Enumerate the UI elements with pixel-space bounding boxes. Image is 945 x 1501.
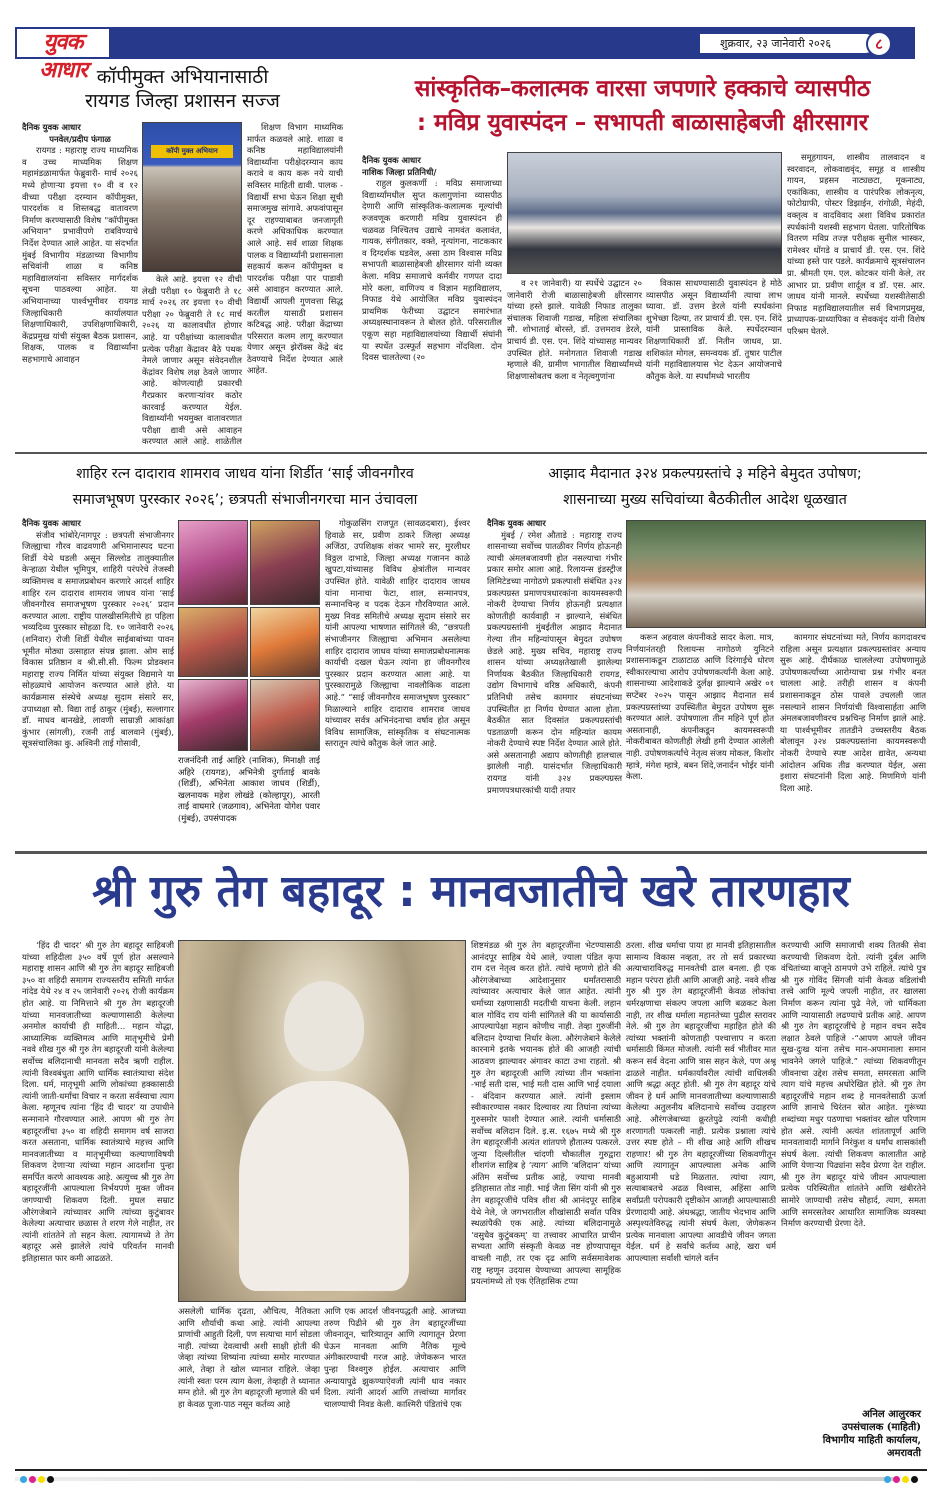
article3-column	[22, 518, 174, 846]
headline-line: शासनाच्या मुख्य सचिवांच्या बैठकीतील आदेश धूळखात	[563, 492, 847, 508]
headline-line: कॉपीमुक्त अभियानासाठी	[96, 66, 269, 88]
article1-column	[247, 122, 343, 447]
section-divider	[15, 452, 927, 454]
body-text: ठरला. शीख धर्माचा पाया हा मानवी इतिहासातील सामान्य विकास नव्हता, तर तो सर्व प्रकारच्या अत्याचाराविरुद्ध मानवतेची ढाल बनला. ही एक महान परंपरा होती आणि आजही आहे. नववे शीख गुरु श्री गुरु तेग बहादूरजींनी केवळ लोकांचा धर्मरक्षणाचा संकल्प जपला आणि बळकट केला नाही, तर शीख धर्माला महानतेच्या पुढील स्तरावर नेले. श्री गुरु तेग बहादूरजींचा महाहित होते की त्यांच्या भक्तांनी कोणताही पश्चात्ताप न करता धर्मासाठी किंमत मोजली. त्यांनी सर्व भीतीवर मात करून सर्व वेदना आणि त्रास सहन केले, पण अश्रू ढाळले नाहीत. धर्मकार्यांवरील त्यांची वाधिलकी आणि श्रद्धा अतूट होती. श्री गुरु तेग बहादूर यांचे जीवन हे धर्म आणि मानवजातीच्या कल्याणासाठी केलेल्या अतुलनीय बलिदानाचे सर्वोच्च उदाहरण आहे. औरंगजेबाच्या क्रूरतेपुढे त्यांनी कधीही शरणागती पत्करली नाही. प्रत्येक प्रश्नाला त्यांचे उत्तर स्पष्ट होते – मी शीख आहे आणि शीखच राहणार! श्री गुरु तेग बहादूरजींच्या शिकवणीतून आणि त्यागातून आपल्याला अनेक आणि बहुआयामी धडे मिळतात. त्यांचा त्याग, सत्याबाबतचे अढळ विश्वास, अहिंसा आणि सर्वांप्रती परोपकारी दृष्टीकोन आजही आपल्यासाठी प्रेरणादायी आहे. अंधश्रद्धा, जातीय भेदभाव आणि अस्पृश्यतेविरुद्ध त्यांनी संघर्ष केला, जेणेकरून प्रत्येक मानवाला आपल्या आवडीचे जीवन जगता येईल. धर्म हे सर्वांचे कर्तव्य आहे, खरा धर्म आपल्याला सर्वांशी चांगले वर्तन	[626, 940, 776, 1264]
byline: नाशिक जिल्हा प्रतिनिधी/	[362, 166, 437, 177]
body-text: ‘हिंद दी चादर’ श्री गुरु तेग बहादूर साहिबजी यांच्या शहिदीला ३५० वर्षे पूर्ण होत असल्याने महाराष्ट्र शासन आणि श्री गुरु तेग बहादूर साहिबजी ३५० वा शहिदी समागम राज्यस्तरीय समिती मार्फत नांदेड येथे २४ व २५ जानेवारी २०२६ रोजी कार्यक्रम होत आहे. या निमित्ताने श्री गुरु तेग बहादूरजी यांच्या मानवजातीच्या कल्याणासाठी केलेल्या अनमोल कार्याची ही माहिती… महान योद्धा, आध्यात्मिक व्यक्तिमत्व आणि मातृभूमीचे प्रेमी नववे शीख गुरु श्री गुरु तेग बहादूरजी यांनी केलेल्या सर्वोच्च बलिदानाची मानवता सदैव ऋणी राहील. त्यांनी विश्वबंधुता आणि धार्मिक स्वातंत्र्याचा संदेश दिला. धर्म, मातृभूमी आणि लोकांच्या हक्कासाठी त्यांनी जाती-धर्मांचा विचार न करता सर्वस्वाचा त्याग केला. म्हणूनच त्यांना ‘हिंद दी चादर’ या उपाधीने सन्मानाने गौरवण्यात आले. आपण श्री गुरु तेग बहादूरजींचा ३५० वा शहिदी समागम वर्ष साजरा करत असताना, धार्मिक स्वातंत्र्याचे महत्त्व आणि मानवजातीच्या व मातृभूमीच्या कल्याणाविषयी शिकवण देणाऱ्या त्यांच्या महान आदर्शांना पुन्हा समर्पित करणे आवश्यक आहे. अत्युच्च श्री गुरु तेग बहादूरजींनी आपल्याला निर्भयपणे मुक्त जीवन जगण्याची शिकवण दिली. मुघल सम्राट औरंगजेबाने त्यांच्यावर आणि त्यांच्या कुटुंबावर केलेल्या अत्याचार छळास ते शरण गेले नाहीत, तर त्यांनी शांततेने तो सहन केला. त्यागामध्ये ते तेग बहादूर असे झालेले त्यांचे परिवर्तन मानवी इतिहासात फार कमी आढळते.	[22, 940, 174, 1264]
registration-dot-magenta	[29, 1476, 36, 1483]
article5-column	[22, 940, 174, 1462]
turban-shape	[284, 981, 364, 1071]
article4-headline	[480, 461, 930, 513]
body-text: रायगड : महाराष्ट्र राज्य माध्यमिक व उच्च माध्यमिक शिक्षण महामंडळामार्फत फेब्रुवारी- मार्च २०२६ मध्ये होणाऱ्या इयत्ता १० वी व १२ वीच्या परीक्षा दरम्यान कॉपीमुक्त, पारदर्शक व शिस्तबद्ध वातावरण निर्माण करण्यासाठी विशेष "कॉपीमुक्त अभियान" प्रभावीपणे राबविण्याचे निर्देश देण्यात आले आहेत. या संदर्भात मुंबई विभागीय मंडळाच्या विभागीय सचिवांनी शाळा व कनिष्ठ महाविद्यालयांना सविस्तर मार्गदर्शक सूचना पाठवल्या आहेत. या अभियानाच्या पार्श्वभूमीवर रायगड जिल्हाधिकारी कार्यालयात शिक्षणाधिकारी, उपशिक्षणाधिकारी, केंद्रप्रमुख यांची संयुक्त बैठक प्रशासन, शिक्षक, पालक व विद्यार्थ्यांना सहभागाचे आवाहन	[22, 145, 138, 364]
source-label: दैनिक युवक आधार	[22, 518, 81, 528]
registration-dot-yellow	[38, 1476, 45, 1483]
article5-column	[178, 1306, 320, 1462]
headline-line: समाजभूषण पुरस्कार २०२६’; छत्रपती संभाजीनगरचा मान उंचावला	[72, 492, 418, 508]
author-signature	[781, 1408, 921, 1460]
author-office: विभागीय माहिती कार्यालय,	[822, 1435, 921, 1446]
body-text: असलेली धार्मिक दृढता, औचित्य, नैतिकता आणि शौर्याची कथा आहे. त्यांनी आपल्या प्राणांची आहुती दिली, पण सत्याचा मार्ग सोडला नाही. त्यांच्या देवत्वाची अशी साक्षी होती की जेव्हा त्यांच्या शिष्यांना त्यांच्या समोर मारण्यात आले, तेव्हा ते खोल ध्यानात राहिले. जेव्हा त्यांनी स्वतः परम त्याग केला, तेव्हाही ते ध्यानात मग्न होते. श्री गुरु तेग बहादूरजी म्हणाले की धर्म हा केवळ पूजा-पाठ नसून कर्तव्य आहे	[178, 1306, 320, 1409]
source-label: दैनिक युवक आधार	[22, 122, 81, 132]
body-text: समूहगायन, शास्त्रीय तालवादन व स्वरवादन, लोकवाद्यवृंद, समूह व शास्त्रीय गायन, प्रहसन नाट्यछटा, मूकनाट्य, एकांकिका, शास्त्रीय व पारंपरिक लोकनृत्य, फोटोग्राफी, पोस्टर डिझाईन, रांगोळी, मेहंदी, वक्तृत्व व वादविवाद अशा विविध प्रकारांत स्पर्धकांनी यशस्वी सहभाग घेतला. पारितोषिक वितरण मविप्र तज्ज्ञ परीक्षक सुनील भास्कर, रामेश्वर धोंगडे व प्राचार्य डी. एस. एन. शिंदे यांच्या हस्ते पार पडले. कार्यक्रमाचे सूत्रसंचालन प्रा. श्रीमती एम. एल. कोटकर यांनी केले, तर आभार प्रा. प्रवीण शार्दूल व डॉ. एस. आर. जाधव यांनी मानले. स्पर्धेच्या यशस्वीतेसाठी निफाड महाविद्यालयातील सर्व विभागप्रमुख, प्राध्यापक-प्राध्यापिका व सेवकवृंद यांनी विशेष परिश्रम घेतले.	[787, 152, 925, 336]
award-photo	[250, 607, 320, 677]
registration-dot-cyan	[20, 1476, 27, 1483]
byline: पनवेल/प्रदीप फंगाळ	[49, 133, 111, 144]
article5-column	[626, 940, 776, 1462]
headline-line: सांस्कृतिक–कलात्मक वारसा जपणारे हक्काचे व्यासपीठ	[414, 76, 871, 102]
article2-column	[646, 278, 782, 447]
body-text: करण्याची आणि समाजाची शक्य तितकी सेवा करण्याची शिकवण देतो. त्यांनी दुर्बल आणि वंचितांच्या बाजूने ठामपणे उभे राहिले. त्यांचे पुत्र श्री गुरु गोविंद सिंगजी यांनी केवळ वडिलांची तत्त्वे आणि मूल्ये जपली नाहीत, तर खालसा निर्माण करून त्यांना पुढे नेले, जो धार्मिकता आणि न्यायासाठी लढण्याचे प्रतीक आहे. आपण श्री गुरु तेग बहादूरजींचे हे महान वचन सदैव लक्षात ठेवले पाहिजे -“आपण आपले जीवन सुख-दुःख यांना तसेच मान-अपमानाला समान भावनेने जगले पाहिजे.” त्यांच्या शिकवणीतून जीवनाचा उद्देश तसेच समता, समरसता आणि त्याग यांचे महत्त्व अधोरेखित होते. श्री गुरु तेग बहादूरजींचे महान शब्द हे मानवतेसाठी ऊर्जा आणि ज्ञानाचे चिरंतन स्रोत आहेत. गुरूंच्या शब्दांच्या मधुर पठणाचा भक्तांवर खोल परिणाम होत असे. त्यांनी अत्यंत शांततापूर्ण आणि मानवतावादी मार्गाने निरंकुश व धर्मांध शासकांशी संघर्ष केला. त्यांची शिकवण कालातीत आहे आणि येणाऱ्या पिढ्यांना सदैव प्रेरणा देत राहील. श्री गुरु तेग बहादूर यांचे जीवन आपल्याला प्रत्येक परिस्थितीत शांततेने आणि खंबीरतेने सामोरे जाण्याची तसेच सौहार्द, त्याग, समता आणि समरसतेवर आधारित सामाजिक व्यवस्था निर्माण करण्याची प्रेरणा देते.	[781, 940, 926, 1229]
body-text: विकास साधण्यासाठी युवास्पंदन हे मोठे व्यासपीठ असून विद्यार्थ्यांनी त्याचा लाभ घ्यावा. डॉ. उत्तम डेरले यांनी स्पर्धकांना शुभेच्छा दिल्या, तर प्राचार्य डी. एस. एन. शिंदे यांनी प्रास्ताविक केले. स्पर्धेदरम्यान शिक्षणाधिकारी डॉ. नितीन जाधव, प्रा. शशिकांत मोगल, समन्वयक डॉ. तुषार पाटील यांनी महाविद्यालयास भेट देऊन आयोजनाचे कौतुक केले. या स्पर्धांमध्ये भारतीय	[646, 278, 782, 381]
article1-column	[22, 122, 138, 447]
registration-dot-magenta	[893, 1476, 900, 1483]
article5-column	[324, 1306, 466, 1462]
body-text: केले आहे. इयत्ता १२ वीची लेखी परीक्षा १० फेब्रुवारी ते १८ मार्च २०२६ तर इयत्ता १० वीची परीक्षा २० फेब्रुवारी ते १८ मार्च २०२६ या कालावधीत होणार आहे. या परीक्षांच्या कालावधीत प्रत्येक परीक्षा केंद्रावर बैठे पथक नेमले जाणार असून संवेदनशील केंद्रांवर विशेष लक्ष ठेवले जाणार आहे. कोणत्याही प्रकारची गैरप्रकार करणाऱ्यांवर कठोर कारवाई करण्यात येईल. विद्यार्थ्यांनी भयमुक्त वातावरणात परीक्षा द्यावी असे आवाहन करण्यात आले आहे. शाळेतील	[142, 274, 242, 447]
article2-column	[507, 278, 642, 447]
award-photo	[178, 679, 248, 751]
body-text: संजीव भांबोरे/नागपूर : छत्रपती संभाजीनगर जिल्ह्याचा गौरव वाढवणारी अभिमानास्पद घटना शिर्डी येथे घडली असून सिल्लोड तालुक्यातील केऱ्हाळा येथील भूमिपुत्र, शाहिरी परंपरेचे तेजस्वी व्यक्तिमत्त्व व समाजप्रबोधन करणारे आदर्श शाहिर शाहिर रत्न दादाराव शामराव जाधव यांना ‘साई जीवनगौरव समाजभूषण पुरस्कार २०२६’ प्रदान करण्यात आला. राष्ट्रीय पालखीसमितीचे हा पहिला भव्यदिव्य पुरस्कार सोहळा दि. १० जानेवारी २०२६ (शनिवार) रोजी शिर्डी येथील साईबाबांच्या पावन भूमीत मोठ्या उत्साहात संपन्न झाला. ओम साई विकास प्रतिष्ठान व श्री.सी.सी. फिल्म प्रोडक्शन महाराष्ट्र राज्य निर्मित यांच्या संयुक्त विद्यमाने या सोहळ्याचे आयोजन करण्यात आले होते. या कार्यक्रमास संस्थेचे अध्यक्ष सुदाम संसारे सर, उपाध्यक्षा सौ. विद्या ताई ठाकूर (मुंबई), सल्लागार डॉ. माधव बानखेडे, लावणी साम्राज्ञी आकांक्षा कुंभार (सांगली), रजनी ताई बालवाने (मुंबई), सूत्रसंचालिका कु. अश्विनी ताई गोसावी,	[22, 529, 174, 749]
article2-column	[787, 152, 925, 447]
headline-line: आझाद मैदानात ३२४ प्रकल्पग्रस्तांचे ३ महिने बेमुदत उपोषण;	[548, 466, 862, 482]
body-text: गोकुळसिंग राजपूत (सावळदबारा), ईश्वर हिवाळे सर, प्रवीण ठाकरे जिल्हा अध्यक्ष अजिंठा, उपशिक्षक शंकर भामरे सर, मुरलीधर विठ्ठल दाभाडे, जिल्हा अध्यक्ष गजानन काळे खुपटा,यांच्यासह विविध क्षेत्रांतील मान्यवर उपस्थित होते. यावेळी शाहिर दादाराव जाधव यांना मानाचा फेटा, शाल, सन्मानपत्र, सन्मानचिन्ह व पदक देऊन गौरविण्यात आले. मुख्य निवड समितीचे अध्यक्ष सुदाम संसारे सर यांनी आपल्या भाषणात सांगितले की, “छत्रपती संभाजीनगर जिल्ह्याचा अभिमान असलेल्या शाहिर दादाराव जाधव यांच्या समाजप्रबोधनात्मक कार्याची दखल घेऊन त्यांना हा जीवनगौरव पुरस्कार प्रदान करण्यात आला आहे. या पुरस्कारामुळे जिल्ह्याचा नावलौकिक वाढला आहे.” “साई जीवनगौरव समाजभूषण पुरस्कार” मिळाल्याने शाहिर दादाराव शामराव जाधव यांच्यावर सर्वत्र अभिनंदनाचा वर्षाव होत असून विविध सामाजिक, सांस्कृतिक व संघटनात्मक स्तरातून त्यांचे कौतुक केले जात आहे.	[325, 518, 470, 749]
article1-headline	[20, 66, 345, 114]
article4-column	[780, 632, 926, 846]
robe-shape	[239, 1081, 409, 1291]
headline-line: रायगड जिल्हा प्रशासन सज्ज	[85, 89, 280, 112]
body-text: शिष्टमंडळ श्री गुरु तेग बहादूरजींना भेटण्यासाठी आनंदपूर साहिब येथे आले, ज्याला पंडित कृपा राम दत्त नेतृत्व करत होते. त्यांचे म्हणणे होते की औरंगजेबाच्या आदेशानुसार धर्मांतरासाठी त्यांच्यावर अत्याचार केले जात आहेत. त्यांनी धर्माच्या रक्षणासाठी मदतीची याचना केली. लहान बाल गोविंद राय यांनी सांगितले की या कार्यासाठी आपल्यापेक्षा महान कोणीच नाही. तेव्हा गुरुजींनी बलिदान देण्याचा निर्धार केला. औरंगजेबाने केलेले कारनामे इतके भयानक होते की आजही त्यांची आठवण झाल्यावर अंगावर काटा उभा राहतो. श्री गुरु तेग बहादूरजी आणि त्यांच्या तीन भक्तांना -भाई सती दास, भाई मती दास आणि भाई दयाला - बंदिवान करण्यात आले. त्यांनी इस्लाम स्वीकारण्यास नकार दिल्यावर त्या तिघांना त्यांच्या गुरुसमोर फाशी देण्यात आले. त्यांनी धर्मासाठी सर्वोच्च बलिदान दिले. इ.स. १६७५ मध्ये श्री गुरु तेग बहादूरजींनी अत्यंत शांतपणे हौतात्म्य पत्करले. जुन्या दिल्लीतील चांदणी चौकातील गुरुद्वारा शीशगंज साहिब हे ‘त्याग’ आणि ‘बलिदान’ यांच्या अंतिम सर्वोच्च प्रतीक आहे, ज्याचा मानवी इतिहासात तोड नाही. भाई जैता सिंग यांनी श्री गुरु तेग बहादूरजींचे पवित्र शीश श्री आनंदपूर साहिब येथे नेले, जे जगभरातील शीखांसाठी सर्वात पवित्र स्थळांपैकी एक आहे. त्यांच्या बलिदानामुळे ‘वसुधैव कुटुंबकम्’ या तत्त्वावर आधारित प्राचीन सभ्यता आणि संस्कृती केवळ नष्ट होण्यापासून वाचली नाही, तर एक दृढ आणि सर्वसमावेशक राष्ट्र म्हणून उदयास येण्याच्या आपल्या सामूहिक प्रयत्नांमध्ये तो एक ऐतिहासिक टप्पा	[471, 940, 621, 1287]
article4-column	[487, 518, 622, 846]
body-text: व २१ जानेवारी) या स्पर्धेचे उद्घाटन २० जानेवारी रोजी बाळासाहेबजी क्षीरसागर यांच्या हस्ते झाले. यावेळी निफाड तालुका संचालक शिवाजी गडाख, महिला संचालिका सौ. शोभाताई बोरस्ते, डॉ. उत्तमराव डेरले, प्राचार्य डी. एस. एन. शिंदे यांच्यासह मान्यवर उपस्थित होते. मनोगतात शिवाजी गडाख म्हणाले की, ग्रामीण भागातील विद्यार्थ्यांमध्ये शिक्षणासोबतच कला व नेतृत्वगुणांना	[507, 278, 642, 381]
article2-headline	[355, 72, 930, 140]
award-photo	[250, 520, 320, 605]
registration-dot-black	[911, 1476, 918, 1483]
protest-photo	[626, 520, 926, 628]
source-label: दैनिक युवक आधार	[362, 155, 421, 165]
article4-column	[626, 632, 774, 846]
body-text: करून अहवाल कंपनीकडे सादर केला. मात्र, निर्णयानंतरही रिलायन्स नागोठणे युनिटने प्रशासनाकडून टाळाटाळ आणि दिरंगाईचे धोरण स्वीकारल्याचा आरोप उपोषणकर्त्यांनी केला आहे. शासनाच्या आदेशाकडे दुर्लक्ष झाल्याने अखेर ०१ सप्टेंबर २०२५ पासून आझाद मैदानात सर्व प्रकल्पग्रस्तांच्या उपस्थितीत बेमुदत उपोषण सुरू करण्यात आले. उपोषणाला तीन महिने पूर्ण होत असतानाही, कंपनीकडून कायमस्वरूपी नोकरीबाबत कोणतीही लेखी हमी देण्यात आलेली नाही. उपोषणकर्त्यांचे नेतृत्व संजय मोकल, किशोर म्हात्रे, मंगेश म्हात्रे, बबन शिंदे,जनार्दन भोईर यांनी केला.	[626, 632, 774, 782]
registration-dot-black	[47, 1476, 54, 1483]
article1-photo	[142, 122, 242, 272]
award-photo	[250, 679, 320, 751]
author-city: अमरावती	[886, 1448, 921, 1459]
body-text: शिक्षण विभाग माध्यमिक मार्फत कळवले आहे. शाळा व कनिष्ठ महाविद्यालयांनी विद्यार्थ्यांना परीक्षेदरम्यान काय करावे व काय करू नये याची सविस्तर माहिती द्यावी. पालक - विद्यार्थी सभा घेऊन शिक्षा सूची समाजमुख सांगावे. अफवांपासून दूर राहण्याबाबत जनजागृती करणे अधिकाधिक करण्यात आले आहे. सर्व शाळा शिक्षक पालक व विद्यार्थ्यांनी प्रशासनाला सहकार्य करून कॉपीमुक्त व पारदर्शक परीक्षा पार पाडावी असे आवाहन करण्यात आले. विद्यार्थी आपली गुणवत्ता सिद्ध करतील यासाठी प्रशासन कटिबद्ध आहे. परीक्षा केंद्राच्या परिसरात कलम लागू करण्यात येणार असून झेरॉक्स केंद्रे बंद ठेवण्याचे निर्देश देण्यात आले आहेत.	[247, 122, 343, 376]
article2-group-photo	[507, 152, 782, 274]
article5-headline: श्री गुरु तेग बहादूर : मानवजातीचे खरे तारणहार	[92, 866, 850, 917]
footer-grey-bar	[15, 1477, 895, 1481]
article3-headline	[15, 461, 475, 513]
award-photo	[178, 607, 248, 677]
footer-rule	[15, 1469, 927, 1471]
article5-column	[781, 940, 926, 1392]
body-text: राहुल कुलकर्णी : मविप्र समाजाच्या विद्यार्थ्यांमधील सुप्त कलागुणांना व्यासपीठ देणारी आणि सांस्कृतिक-कलात्मक मूल्यांची रुजवणूक करणारी मविप्र युवास्पंदन ही चळवळ निश्चितच उद्याचे नामवंत कलावंत, गायक, संगीतकार, वक्ते, नृत्यांगना, नाटककार व दिग्दर्शक घडवेल, असा ठाम विश्वास मविप्र सभापती बाळासाहेबजी क्षीरसागर यांनी व्यक्त केला. मविप्र समाजाचे कर्मवीर गणपत दादा मोरे कला, वाणिज्य व विज्ञान महाविद्यालय, निफाड येथे आयोजित मविप्र युवास्पंदन प्राथमिक फेरीच्या उद्घाटन समारंभात अध्यक्षस्थानावरून ते बोलत होते. परिसरातील एकूण सहा महाविद्यालयांच्या विद्यार्थी संघांनी या स्पर्धेत उत्स्फूर्त सहभाग नोंदविला. दोन दिवस चालतेल्या (२०	[362, 178, 502, 363]
author-designation: उपसंचालक (माहिती)	[841, 1422, 921, 1433]
body-text: कामगार संघटनांच्या मते, निर्णय कागदावरच राहिला असून प्रत्यक्षात प्रकल्पग्रस्तांवर अन्याय सुरू आहे. दीर्घकाळ चाललेल्या उपोषणामुळे उपोषणकर्त्यांच्या आरोग्याचा प्रश्न गंभीर बनत चालला आहे. तरीही शासन व कंपनी प्रशासनाकडून ठोस पावले उचलली जात नसल्याने शासन निर्णयांची विश्वासार्हता आणि अंमलबजावणीवरच प्रश्नचिन्ह निर्माण झाले आहे. या पार्श्वभूमीवर तातडीने उच्चस्तरीय बैठक बोलावून ३२४ प्रकल्पग्रस्तांना कायमस्वरूपी नोकरी देण्याचे स्पष्ट आदेश द्यावेत, अन्यथा आंदोलन अधिक तीव्र करण्यात येईल, असा इशारा संघटनांनी दिला आहे. मिणमिणे यांनी दिला आहे.	[780, 632, 926, 793]
headline-line: : मविप्र युवास्पंदन – सभापती बाळासाहेबजी क्षीरसागर	[416, 110, 869, 136]
registration-dot-cyan	[884, 1476, 891, 1483]
article1-column	[142, 274, 242, 447]
issue-date: शुक्रवार, २३ जानेवारी २०२६	[700, 34, 875, 53]
newspaper-logo: युवक आधार	[17, 29, 109, 57]
article3-column	[325, 518, 470, 846]
section-divider	[15, 851, 927, 854]
body-text: आणि एक आदर्श जीवनपद्धती आहे. आजच्या तरुण पिढीने श्री गुरु तेग बहादूरजींच्या जीवनातून, चारित्र्यातून आणि त्यागातून प्रेरणा घेऊन मानवता आणि नैतिक मूल्ये अंगीकारण्याची गरज आहे. जेणेकरून भारत पुन्हा विश्वगुरु होईल. अत्याचार आणि अन्यायापुढे झुकण्याऐवजी त्यांनी धाव नकार दिला. त्यांनी आदर्श आणि तत्त्वांच्या मार्गावर चालण्याची निवड केली. काश्मिरी पंडितांचे एक	[324, 1306, 466, 1409]
photo-banner-text: कॉपी मुक्त अभियान	[151, 145, 233, 158]
photo-caption: राजनंदिनी ताई आहिरे (नाशिक), मिनाक्षी ताई अहिरे (रायगड), अभिनेत्री दुर्गाताई बावके (शिर्डी), अभिनेता आकाश जाधव (शिर्डी), खलनायक महेश लोखंडे (कोल्हापूर), आरती ताई वाघमारे (जळगाव), अभिनेता योगेश पवार (मुंबई), उपसंपादक	[178, 755, 320, 823]
source-label: दैनिक युवक आधार	[487, 518, 546, 528]
body-text: मुंबई / रमेश औताडे : महाराष्ट्र राज्य शासनाच्या सर्वोच्च पातळीवर निर्णय होऊनही त्याची अंमलबजावणी होत नसल्याचा गंभीर प्रकार समोर आला आहे. रिलायन्स इंडस्ट्रीज लिमिटेडच्या नागोठणे प्रकल्पाशी संबंधित ३२४ प्रकल्पग्रस्त प्रमाणपत्रधारकांना कायमस्वरूपी नोकरी देण्याचा निर्णय होऊनही प्रत्यक्षात कोणतीही कार्यवाही न झाल्याने, संबंधित प्रकल्पग्रस्तांनी मुंबईतील आझाद मैदानात गेल्या तीन महिन्यांपासून बेमुदत उपोषण छेडले आहे. मुख्य सचिव, महाराष्ट्र राज्य शासन यांच्या अध्यक्षतेखाली झालेल्या निर्णायक बैठकीत जिल्हाधिकारी रायगड, उद्योग विभागाचे वरिष्ठ अधिकारी, कंपनी प्रतिनिधी तसेच कामगार संघटनांच्या उपस्थितीत हा निर्णय घेण्यात आला होता. बैठकीत सात दिवसांत प्रकल्पग्रस्तांची पडताळणी करून दोन महिन्यांत कायम नोकरी देण्याचे स्पष्ट निर्देश देण्यात आले होते. असे असतानाही अद्याप कोणतीही हालचाल झालेली नाही. यासंदर्भात जिल्हाधिकारी रायगड यांनी ३२४ प्रकल्पग्रस्त प्रमाणपत्रधारकांची यादी तयार	[487, 529, 622, 795]
author-name: अनिल आलुरकर	[862, 1409, 921, 1420]
guru-tegh-bahadur-portrait	[178, 940, 466, 1302]
award-photo	[178, 520, 248, 605]
registration-dot-yellow	[902, 1476, 909, 1483]
headline-line: शाहिर रत्न दादाराव शामराव जाधव यांना शिर्डीत ‘साई जीवनगौरव	[76, 466, 414, 482]
page-number: ८	[866, 31, 892, 57]
article2-column	[362, 155, 502, 447]
article5-column	[471, 940, 621, 1462]
